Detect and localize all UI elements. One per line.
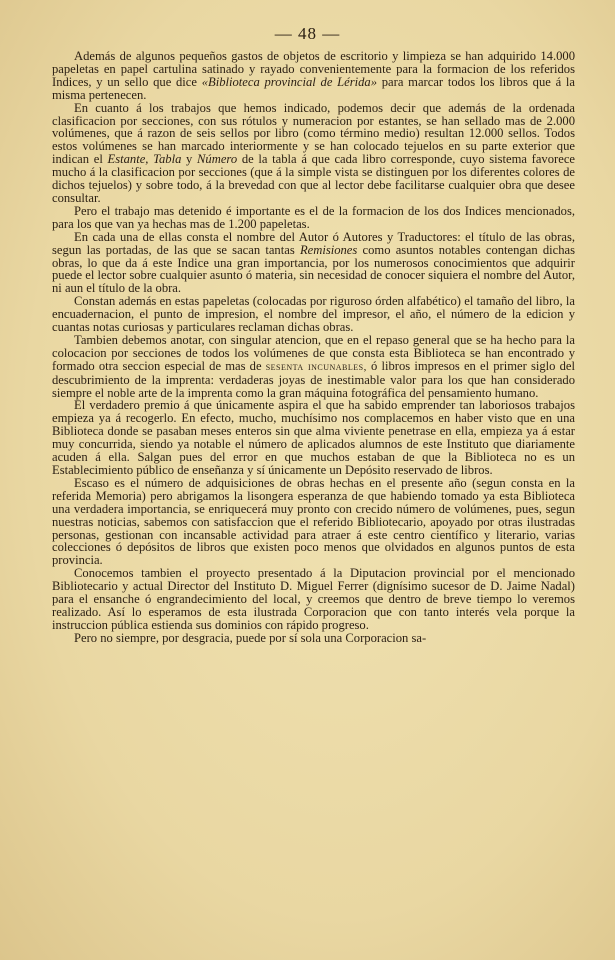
paragraph-text: Remisiones <box>299 242 358 257</box>
paragraph-text: sesenta incunables, <box>265 360 367 373</box>
paragraph-text: En cuanto á los trabajos que hemos indicado, podemos decir que además de la ordenada clasificacion por secciones, con sus rótulos y numeracion por estantes, se han sellado mas de 2.000 volúmenes, que á razon de seis sellos por libro (como término medio) resultan 12.000 sellos. Todos estos volúmenes se han marcado interiormente y se han colocado tejuelos en su parte exterior que indican el <box>52 100 575 167</box>
paragraph-text: Escaso es el número de adquisiciones de obras hechas en el presente año (segun consta en la referida Memoria) pero abrigamos la lisongera esperanza de que habiendo tomado ya esta Biblioteca una verdadera importancia, se enriquecerá muy pronto con crecido número de volúmenes, pues, segun nuestras noticias, sabemos con satisfaccion que el referido Bibliotecario, apoyado por otras ilustradas personas, gestionan con incansable actividad para atraer á este centro científico y literario, varias colecciones ó depósitos de libros que existen poco menos que olvidados en algunos puntos de esta provincia. <box>52 475 575 568</box>
paragraph-text: «Biblioteca provincial de Lérida» <box>201 74 378 89</box>
paragraph-text: Tambien debemos anotar, con singular atencion, que en el repaso general que se ha hecho para la colocacion por secciones de todos los volúmenes de que consta esta Biblioteca se han encontrado y formado otra seccion especial de mas de <box>52 332 575 373</box>
paragraph <box>52 205 575 231</box>
paragraph <box>52 231 575 296</box>
paragraph <box>52 399 575 476</box>
paragraph <box>52 334 575 400</box>
paragraph-text: Constan además en estas papeletas (colocadas por riguroso órden alfabético) el tamaño del libro, la encuadernacion, el punto de impresion, el nombre del impresor, el año, el número de la edicion y cuantas notas curiosas y particulares reclaman dichas obras. <box>52 294 575 335</box>
paragraph <box>52 50 575 102</box>
page-number: — 48 — <box>274 24 341 43</box>
paragraph-text: Número <box>197 152 238 167</box>
paragraph <box>52 567 575 632</box>
paragraph-text: de la tabla á que cada libro corresponde, cuyo sistema favorece mucho á la clasificacion por secciones (que á la simple vista se distinguen por los diferentes colores de dichos tejuelos) y sobre todo, á la brevedad con que al lector debe facilitarse cualquier obra que desee consultar. <box>52 152 575 205</box>
paragraph-text: ó libros impresos en el primer siglo del descubrimiento de la imprenta: verdaderas joyas de inestimable valor para los que han considerado siempre el noble arte de la imprenta como la gran máquina fotográfica del pensamiento humano. <box>52 358 575 400</box>
paragraph <box>52 477 575 567</box>
paragraph <box>52 295 575 334</box>
paragraph-text: Pero el trabajo mas detenido é importante es el de la formacion de los dos Indices mencionados, para los que van ya hechas mas de 1.200 papeletas. <box>52 203 575 231</box>
paragraph-text: Estante, Tabla <box>107 152 182 167</box>
paragraph-text: Conocemos tambien el proyecto presentado á la Diputacion provincial por el mencionado Bibliotecario y actual Director del Instituto D. Miguel Ferrer (dignísimo sucesor de D. Jaime Nadal) para el ensanche ó engrandecimiento del local, y creemos que dentro de breve tiempo lo veremos realizado. Así lo esperamos de esta ilustrada Corporacion que con tanto interés vela porque la instruccion pública estienda sus dominios con rápido progreso. <box>52 566 575 632</box>
paragraph-text: Pero no siempre, por desgracia, puede por sí sola una Corporacion sa- <box>74 630 427 645</box>
paragraph-text: El verdadero premio á que únicamente aspira el que ha sabido emprender tan laboriosos trabajos empieza ya á recogerlo. En efecto, mucho, muchísimo nos complacemos en haber visto que en una Biblioteca donde se pasaban meses enteros sin que alma viviente penetrase en ella, empieza ya á estar muy concurrida, siendo ya notable el número de aplicados alumnos de este Instituto que diariamente acuden á ella. Salgan pues del error en que muchos estaban de que la Biblioteca no es un Establecimiento público de enseñanza y sí únicamente un Depósito reservado de libros. <box>52 398 575 477</box>
paragraph-text: Además de algunos pequeños gastos de objetos de escritorio y limpieza se han adquirido 14.000 papeletas en papel cartulina satinado y rayado convenientemente para la formacion de los referidos Indices, y un sello que dice <box>52 49 575 89</box>
paragraph-text: para marcar todos los libros que á la misma pertenecen. <box>52 74 575 102</box>
paragraph <box>52 102 575 205</box>
paragraph-text: En cada una de ellas consta el nombre del Autor ó Autores y Traductores: el título de las obras, segun las portadas, de las que se sacan tantas <box>52 229 575 257</box>
body-text <box>52 50 575 645</box>
paragraph-text: y <box>181 152 198 167</box>
paragraph-text: como asuntos notables contengan dichas obras, lo que da á este Indice una gran importancia, por los numerosos conocimientos que adquirir puede el lector sobre cualquier asunto ó materia, sin necesidad de conocer siquiera el nombre del Autor, ni aun el título de la obra. <box>52 242 575 296</box>
paragraph <box>52 632 575 645</box>
